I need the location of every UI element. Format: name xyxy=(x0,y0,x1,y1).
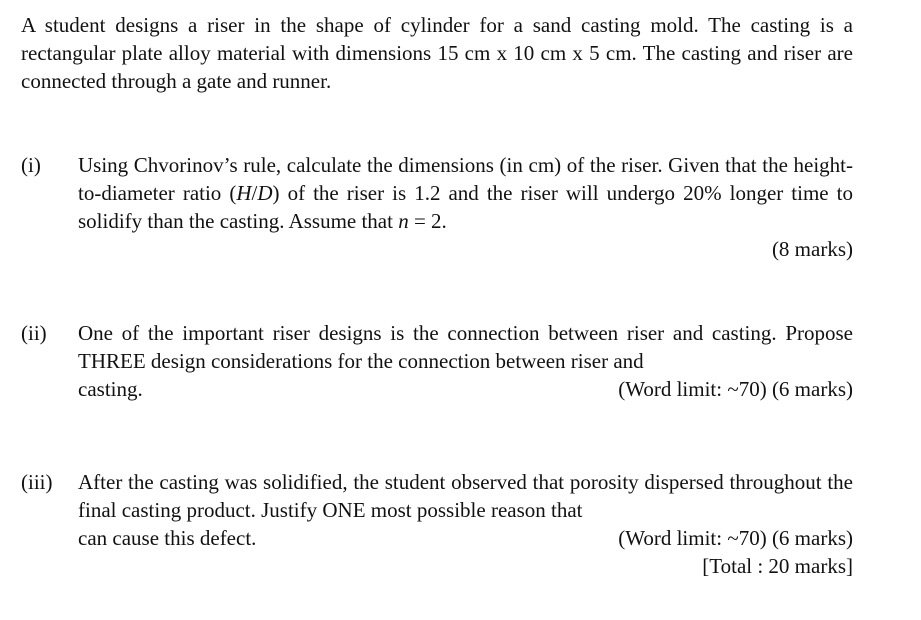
question-text xyxy=(78,468,853,552)
variable-d: D xyxy=(257,181,273,205)
question-i xyxy=(21,151,853,263)
question-text-part: = 2. xyxy=(408,209,447,233)
variable-h: H xyxy=(236,181,252,205)
question-ii xyxy=(21,319,853,403)
question-text-part: One of the important riser designs is the connection between riser and casting. Propose THREE design considerations for the connection between riser and xyxy=(78,321,853,373)
question-text-part: After the casting was solidified, the student observed that porosity dispersed throughout the final casting product. Justify ONE most possible reason that xyxy=(78,470,853,522)
question-iii xyxy=(21,468,853,580)
question-text xyxy=(78,319,853,403)
marks-label: (Word limit: ~70) (6 marks) xyxy=(618,377,853,401)
intro-paragraph: A student designs a riser in the shape of cylinder for a sand casting mold. The casting is a rectangular plate alloy material with dimensions 15 cm x 10 cm x 5 cm. The casting and riser are connected through a gate and runner. xyxy=(21,13,853,93)
question-text-part: casting. xyxy=(78,377,143,401)
question-text-part: can cause this defect. xyxy=(78,526,257,550)
question-number: (i) xyxy=(21,153,41,177)
question-text-part: Using Chvorinov’s rule, calculate the dimensions (in cm) of the riser. Given that the height-to-diameter ratio ( xyxy=(78,153,853,205)
variable-n: n xyxy=(398,209,409,233)
question-number: (iii) xyxy=(21,470,53,494)
question-text-part: ) of the riser is 1.2 and the riser will undergo 20% longer time to solidify than the casting. Assume that xyxy=(78,181,853,233)
marks-label: (Word limit: ~70) (6 marks) xyxy=(618,526,853,550)
ratio-slash: / xyxy=(251,181,258,205)
question-number: (ii) xyxy=(21,321,47,345)
marks-label: (8 marks) xyxy=(771,237,853,261)
question-text xyxy=(78,151,853,235)
total-marks: [Total : 20 marks] xyxy=(702,554,853,578)
